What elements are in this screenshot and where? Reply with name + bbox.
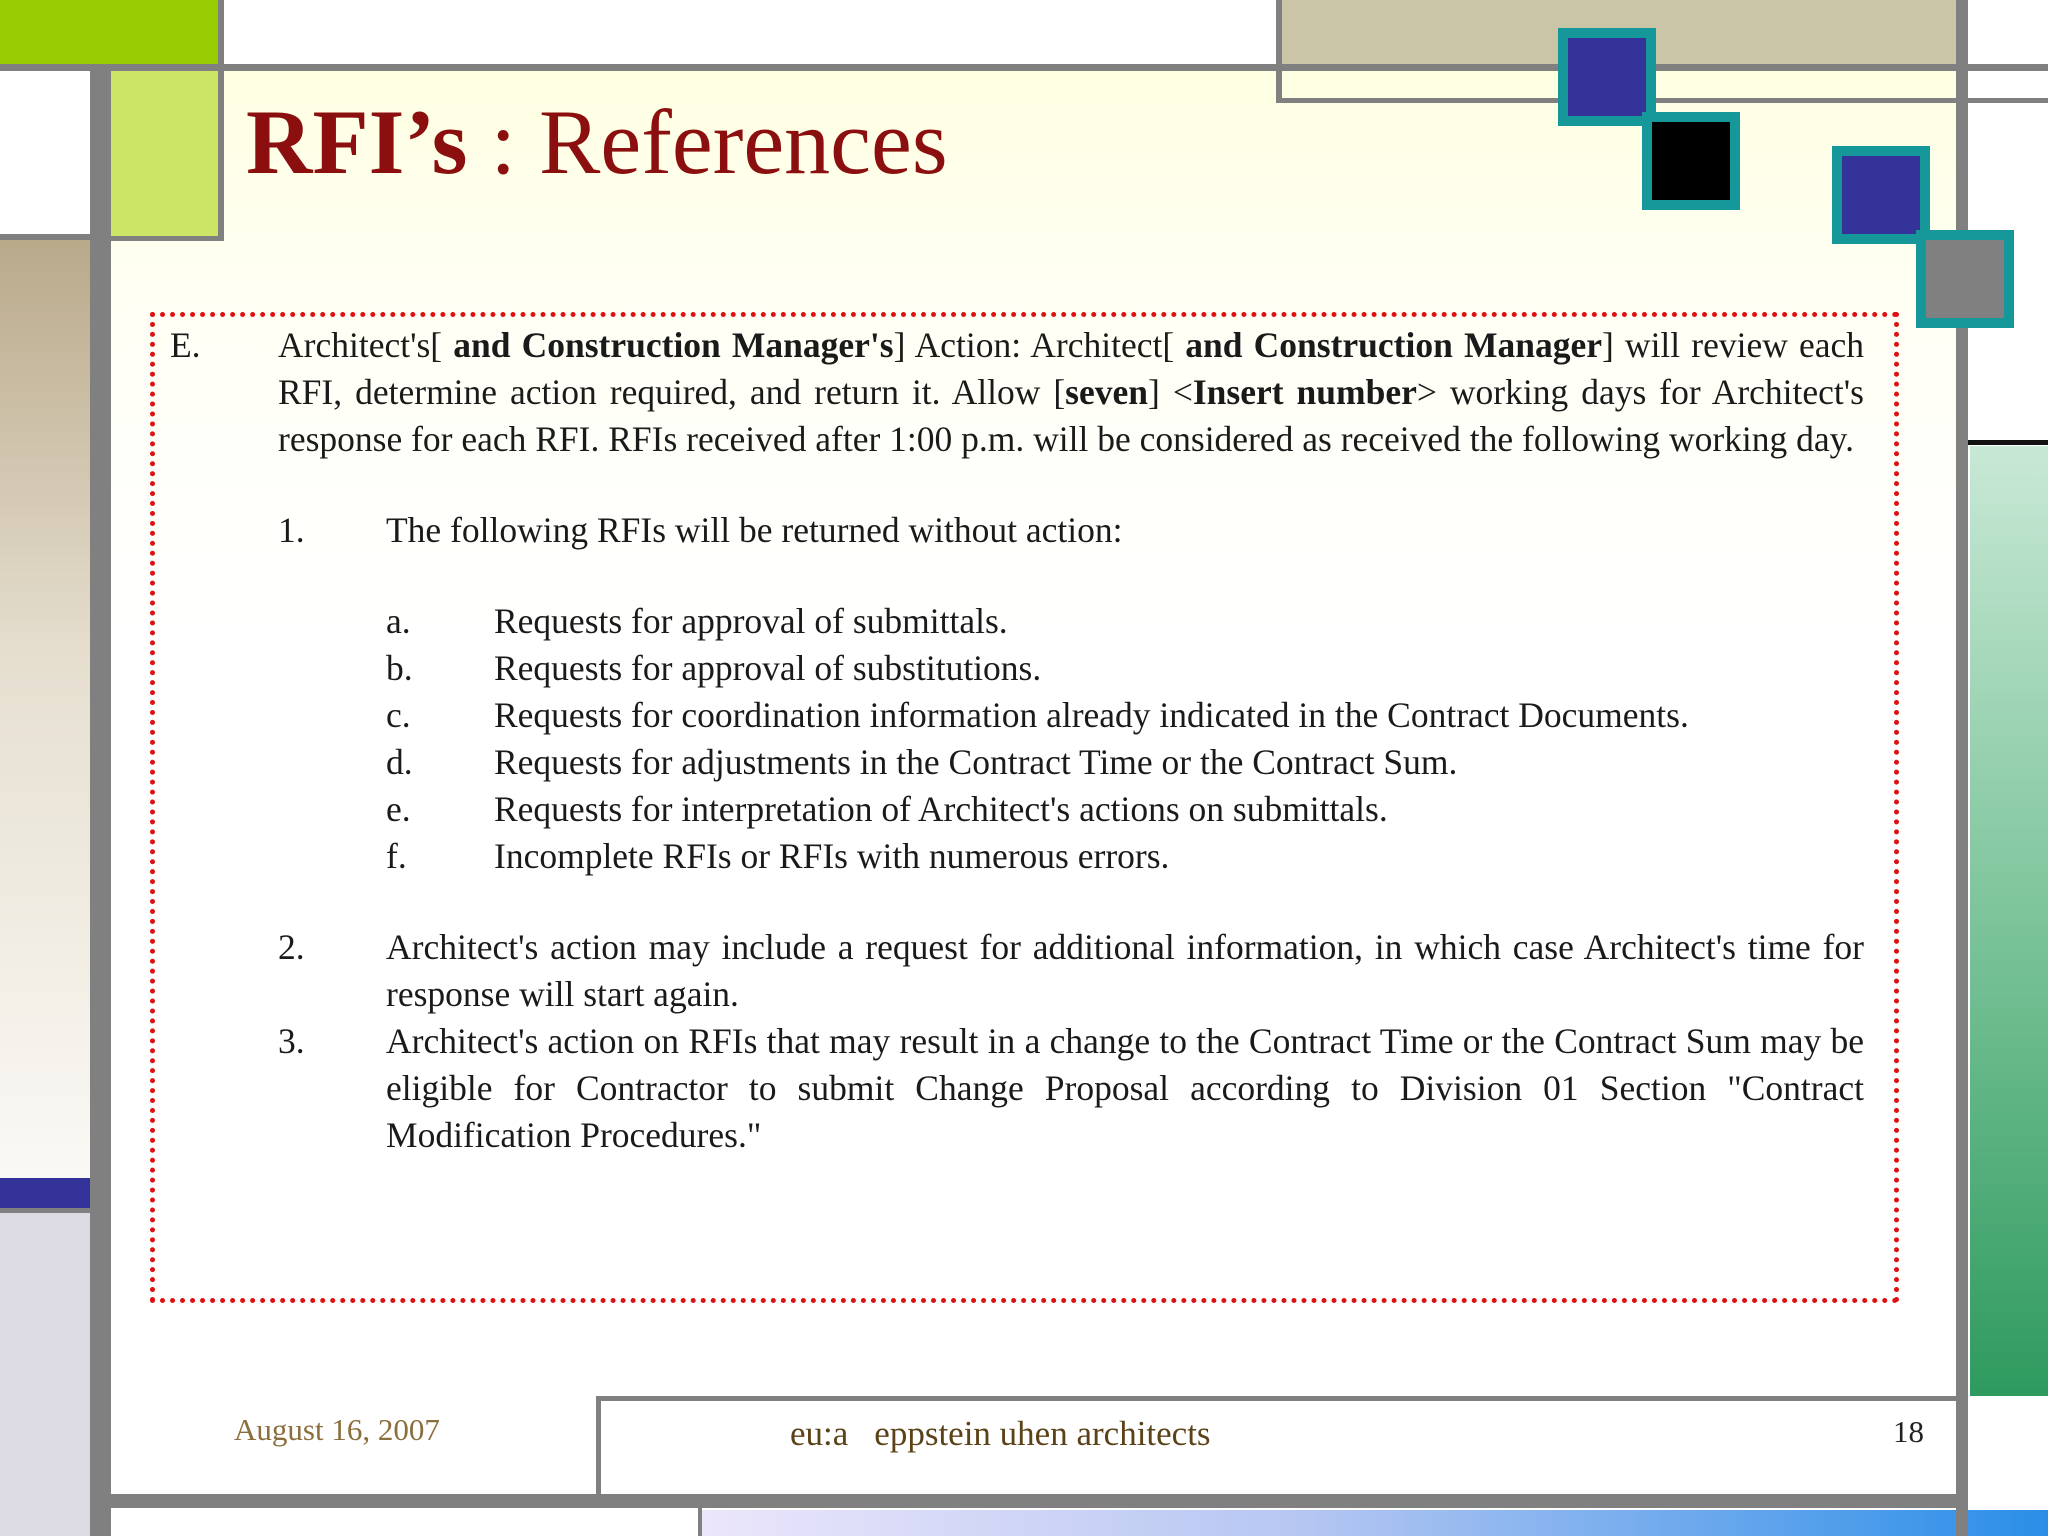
frame-line-right-top: [1276, 0, 1282, 102]
section-label: E.: [170, 325, 201, 365]
title-bold: RFI’s: [246, 91, 468, 193]
sub-item-text: Requests for adjustments in the Contract Time or the Contract Sum.: [494, 742, 1458, 782]
frame-line-right-under: [1276, 98, 2048, 103]
tan-side-column: [0, 238, 96, 1178]
sub-item-text: Requests for approval of submittals.: [494, 601, 1008, 641]
section-text-part: > working days for Architect's response for each RFI. RFIs received after 1:00 p.m. will be considered as received the following working day.: [278, 372, 1864, 459]
list-item-number: 2.: [278, 927, 305, 967]
section-text-part: ] will review each RFI, determine action required, and return it. Allow [: [278, 325, 1865, 412]
firm-short: eu:a: [790, 1414, 849, 1453]
list-item-2: [278, 924, 1864, 1018]
slide-title: [246, 92, 948, 193]
list-item-number: 3.: [278, 1021, 305, 1061]
navy-accent-bar: [0, 1178, 96, 1208]
list-item-1: [278, 507, 1864, 554]
list-item-number: 1.: [278, 510, 305, 550]
sub-item-letter: d.: [386, 742, 413, 782]
section-text-bold: and Construction Manager: [1174, 325, 1602, 365]
document-excerpt: [170, 322, 1864, 1159]
page-number: 18: [1893, 1414, 1924, 1449]
list-item-3: [278, 1018, 1864, 1159]
gray-square: [1916, 230, 2014, 328]
sub-item-text: Requests for coordination information already indicated in the Contract Documents.: [494, 695, 1689, 735]
sub-item-letter: c.: [386, 695, 411, 735]
sub-item-c: [386, 692, 1864, 739]
sub-item-letter: e.: [386, 789, 411, 829]
section-e: [170, 322, 1864, 463]
frame-line-left-inner: [218, 0, 224, 240]
list-item-text: Architect's action on RFIs that may result in a change to the Contract Time or the Contract Sum may be eligible for Contractor to submit Change Proposal according to Division 01 Section "Contract Modification Procedures.": [386, 1021, 1864, 1155]
sub-item-text: Requests for approval of substitutions.: [494, 648, 1042, 688]
section-text-bold: seven: [1065, 372, 1148, 412]
black-accent-line: [1960, 440, 2048, 445]
frame-line-title-under: [110, 236, 224, 241]
list-item-text: The following RFIs will be returned without action:: [386, 510, 1123, 550]
footer-date: August 16, 2007: [234, 1412, 440, 1447]
sub-item-letter: a.: [386, 601, 411, 641]
list-item-text: Architect's action may include a request for additional information, in which case Architect's time for response will start again.: [386, 927, 1864, 1014]
lime-block-top-left: [0, 0, 222, 64]
section-text-part: ] <: [1148, 372, 1193, 412]
frame-line-left-outer: [90, 64, 111, 1536]
frame-line-bottom-stub: [698, 1506, 702, 1536]
section-text: [278, 322, 1864, 463]
sub-item-d: [386, 739, 1864, 786]
sub-item-letter: f.: [386, 836, 407, 876]
section-text-part: ] Action: Architect[: [893, 325, 1175, 365]
sub-item-letter: b.: [386, 648, 413, 688]
sub-item-b: [386, 645, 1864, 692]
frame-line-top: [0, 64, 2048, 71]
lavender-block: [0, 1212, 96, 1536]
frame-line-footer-left: [596, 1396, 601, 1508]
black-square: [1642, 112, 1740, 210]
section-text-part: Architect's[: [278, 325, 443, 365]
frame-line-footer-top: [596, 1396, 1968, 1401]
firm-name: eppstein uhen architects: [874, 1414, 1211, 1453]
bottom-gradient-bar: [700, 1510, 2048, 1536]
frame-line-bottom: [90, 1494, 1968, 1508]
sub-item-a: [386, 598, 1864, 645]
sub-item-e: [386, 786, 1864, 833]
sub-item-text: Requests for interpretation of Architect's actions on submittals.: [494, 789, 1388, 829]
light-lime-block: [110, 70, 222, 238]
frame-line-left-mid: [0, 234, 96, 240]
green-side-column: [1970, 446, 2048, 1396]
footer-firm: [790, 1414, 1211, 1454]
sub-item-f: [386, 833, 1864, 880]
title-rest: : References: [467, 91, 948, 193]
frame-line-left-low: [0, 1208, 96, 1213]
sub-item-text: Incomplete RFIs or RFIs with numerous errors.: [494, 836, 1170, 876]
section-text-bold: and Construction Manager's: [442, 325, 894, 365]
section-text-bold: Insert number: [1192, 372, 1417, 412]
